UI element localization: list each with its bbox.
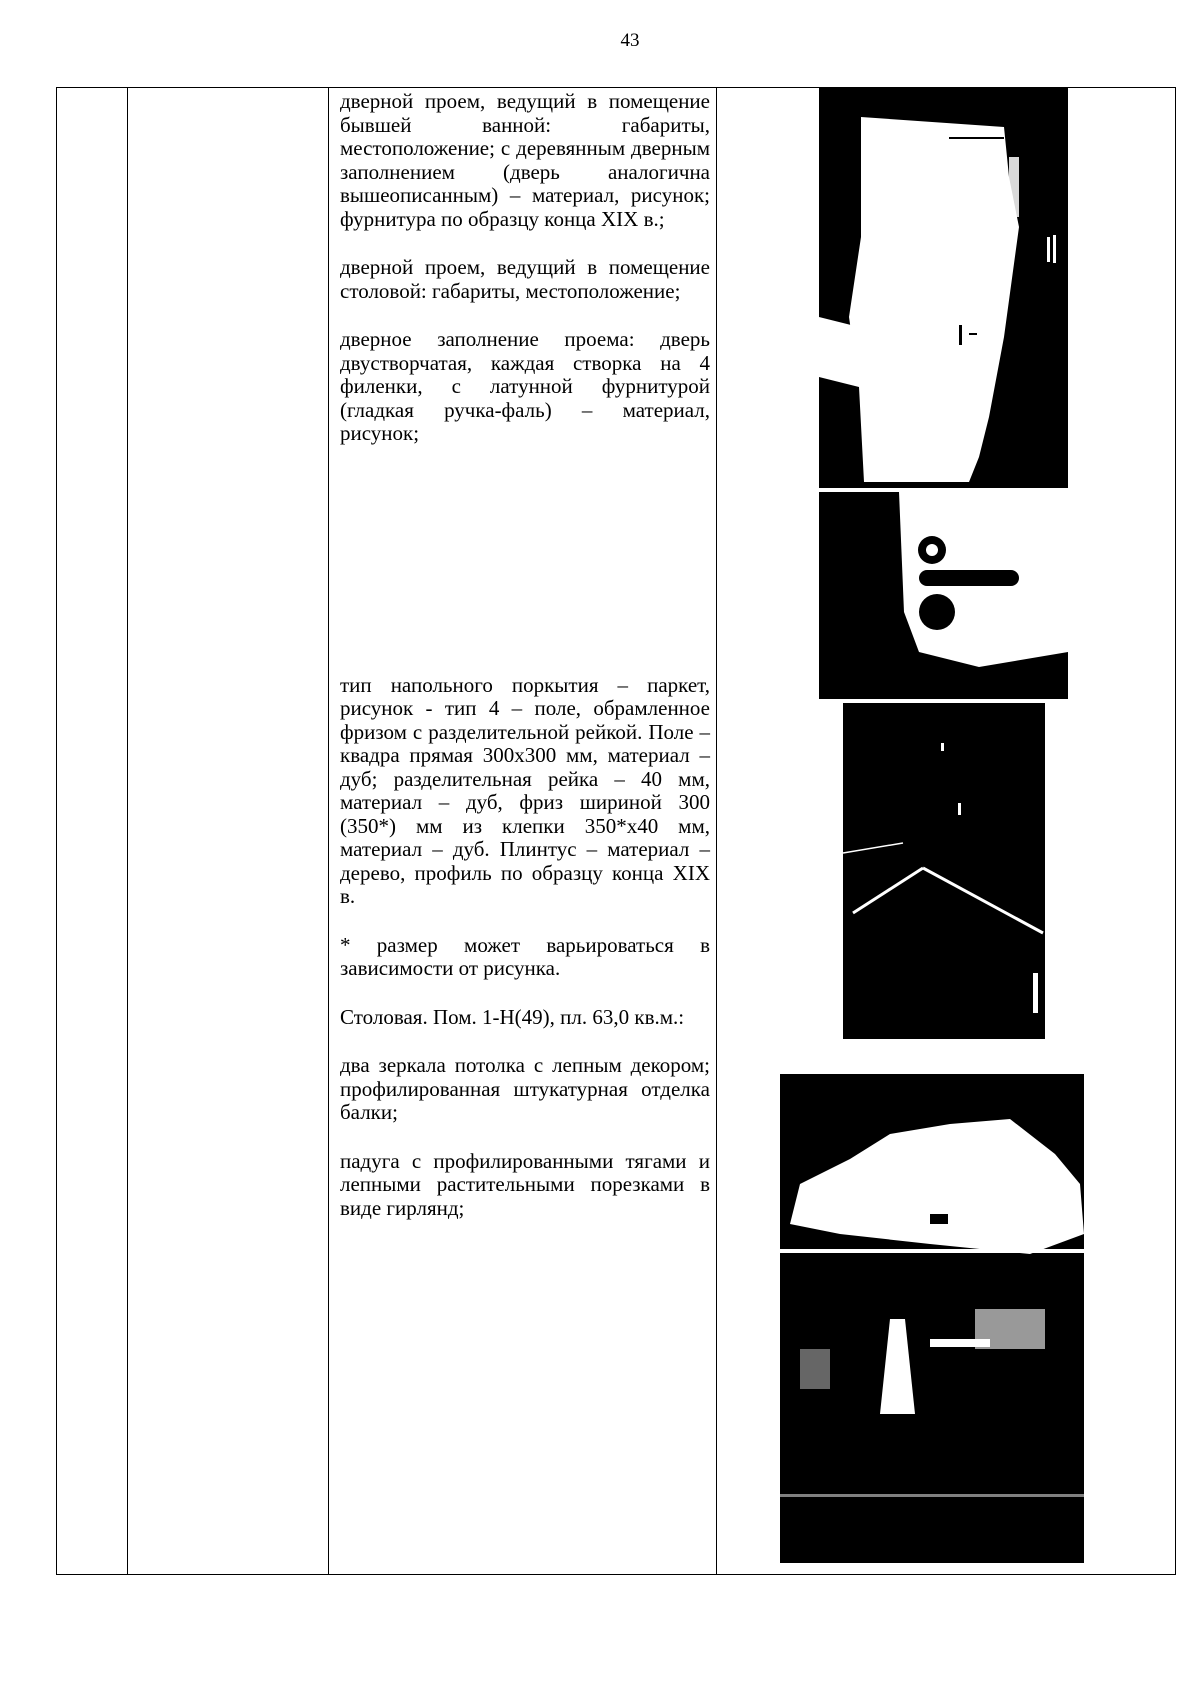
column-divider xyxy=(127,88,128,1574)
column-divider xyxy=(716,88,717,1574)
paragraph-bathroom-doorway: дверной проем, ведущий в помещение бывшей ванной: габариты, местоположение; с деревянным дверным заполнением (дверь аналогична вышеописанным) – материал, рисунок; фурнитура по образцу конца XIX в.; xyxy=(340,89,710,231)
parquet-floor-photo xyxy=(843,703,1045,1039)
description-column xyxy=(340,88,710,1245)
paragraph-dining-doorway: дверной проем, ведущий в помещение столовой: габариты, местоположение; xyxy=(340,255,710,303)
paragraph-footnote: * размер может варьироваться в зависимости от рисунка. xyxy=(340,932,710,980)
paragraph-ceiling-mirrors: два зеркала потолка с лепным декором; профилированная штукатурная отделка балки; xyxy=(340,1053,710,1124)
paragraph-door-filling: дверное заполнение проема: дверь двустворчатая, каждая створка на 4 филенки, с латунной фурнитурой (гладкая ручка-фаль) – материал, рисунок; xyxy=(340,327,710,445)
column-divider xyxy=(328,88,329,1574)
paragraph-dining-room-title: Столовая. Пом. 1-Н(49), пл. 63,0 кв.м.: xyxy=(340,1004,685,1029)
door-handle-photo xyxy=(819,492,1068,699)
door-photo xyxy=(819,87,1068,488)
paragraph-floor-covering: тип напольного поркытия – паркет, рисунок - тип 4 – поле, обрамленное фризом с разделительной рейкой. Поле – квадра прямая 300х300 мм, материал – дуб; разделительная рейка – 40 мм, материал – дуб, фриз шириной 300 (350*) мм из клепки 350*х40 мм, материал – дуб. Плинтус – материал – дерево, профиль по образцу конца XIX в. xyxy=(340,672,710,908)
ceiling-photo xyxy=(780,1074,1084,1563)
paragraph-cove: падуга с профилированными тягами и лепными растительными порезками в виде гирлянд; xyxy=(340,1148,710,1220)
page-number: 43 xyxy=(620,30,640,51)
